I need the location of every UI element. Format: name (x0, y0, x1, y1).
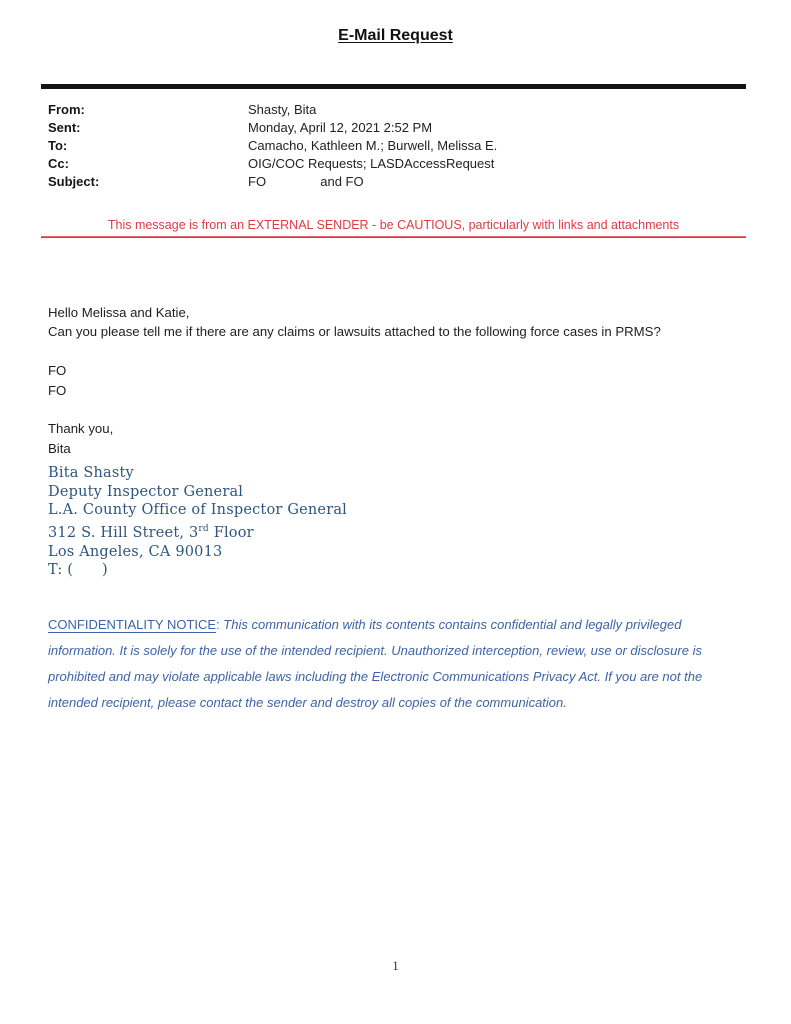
header-row-sent (48, 119, 708, 137)
address-street: 312 S. Hill Street, 3 (48, 524, 199, 541)
header-divider (41, 84, 746, 89)
address-ordinal-suffix: rd (198, 524, 209, 535)
field-value-from: Shasty, Bita (248, 102, 317, 117)
address-floor: Floor (208, 524, 254, 541)
confidentiality-notice-text: This communication with its contents contains confidential and legally privileged information. It is solely for the use of the intended recipient. Unauthorized interception, review, use or disclosure is prohibited and may violate applicable laws including the Electronic Communications Privacy Act. If you are not the intended recipient, please contact the sender and destroy all copies of the communication. (48, 617, 703, 710)
signature-org: L.A. County Office of Inspector General (48, 502, 348, 519)
confidentiality-notice-separator: : (216, 617, 224, 632)
case-line: FO (48, 363, 67, 379)
field-label-sent: Sent: (48, 120, 81, 135)
field-label-to: To: (48, 138, 68, 153)
field-label-from: From: (48, 102, 85, 117)
signature-city: Los Angeles, CA 90013 (48, 543, 223, 560)
email-header-fields (48, 101, 708, 191)
field-value-subject: FO and FO (248, 174, 364, 189)
blank-line (48, 400, 728, 419)
signature-name: Bita Shasty (48, 465, 134, 481)
greeting-line: Hello Melissa and Katie, (48, 305, 190, 320)
field-label-cc: Cc: (48, 156, 69, 171)
blank-line (48, 342, 728, 361)
field-value-sent: Monday, April 12, 2021 2:52 PM (248, 120, 433, 135)
signature-address (48, 520, 468, 543)
confidentiality-notice (48, 612, 708, 716)
question-line: Can you please tell me if there are any claims or lawsuits attached to the following force cases in PRMS? (48, 324, 661, 340)
header-row-from (48, 101, 708, 119)
field-value-to: Camacho, Kathleen M.; Burwell, Melissa E. (248, 138, 498, 153)
field-value-cc: OIG/COC Requests; LASDAccessRequest (248, 156, 495, 171)
confidentiality-notice-label: CONFIDENTIALITY NOTICE (48, 617, 217, 632)
page-number: 1 (392, 958, 399, 973)
external-sender-warning: This message is from an EXTERNAL SENDER - be CAUTIOUS, particularly with links and attachments (107, 218, 680, 232)
page-title: E-Mail Request (338, 27, 453, 44)
header-row-to (48, 137, 708, 155)
signature-phone: T: ( ) (48, 562, 108, 579)
warning-divider (41, 236, 746, 238)
closing-name-line: Bita (48, 440, 71, 456)
field-label-subject: Subject: (48, 174, 100, 189)
closing-line: Thank you, (48, 421, 114, 437)
signature-block (48, 464, 468, 580)
case-line: FO (48, 382, 67, 398)
signature-job-title: Deputy Inspector General (48, 483, 244, 500)
email-body (48, 303, 728, 458)
header-row-cc (48, 155, 708, 173)
header-row-subject (48, 173, 708, 191)
